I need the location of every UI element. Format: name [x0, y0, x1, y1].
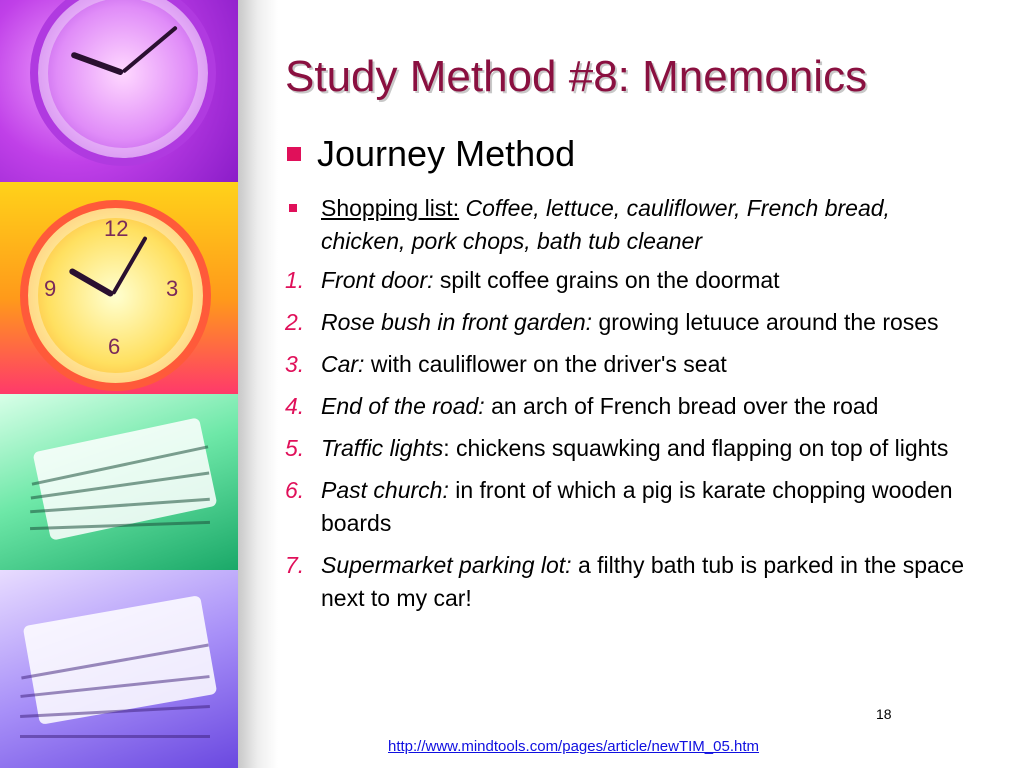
step-number: 4.	[285, 393, 305, 419]
square-bullet-icon	[289, 204, 297, 212]
step-number: 3.	[285, 351, 305, 377]
purple-clock-image	[0, 0, 240, 182]
step-place: Car:	[321, 351, 365, 377]
green-books-image	[0, 394, 240, 570]
step-number: 1.	[285, 267, 305, 293]
shopping-list-label: Shopping list:	[321, 195, 460, 221]
step-number: 5.	[285, 435, 305, 461]
step-text: : chickens squawking and flapping on top of lights	[443, 435, 949, 461]
photo-strip	[0, 0, 240, 768]
slide-title: Study Method #8: Mnemonics	[285, 52, 868, 101]
page-number: 18	[876, 706, 892, 722]
journey-method-bullet	[285, 133, 575, 175]
step-place: Rose bush in front garden:	[321, 309, 593, 335]
step-text: an arch of French bread over the road	[491, 393, 879, 419]
violet-books-image	[0, 570, 240, 768]
list-item	[285, 474, 975, 540]
square-bullet-icon	[287, 147, 301, 161]
step-place: Traffic lights	[321, 435, 444, 461]
step-place: Front door:	[321, 267, 434, 293]
list-item	[285, 306, 975, 339]
step-text: spilt coffee grains on the doormat	[439, 267, 780, 293]
list-item	[285, 432, 975, 465]
step-text: in front of which a pig is karate chopping wooden boards	[321, 477, 953, 536]
clock-icon: 12 3 6 9	[20, 200, 211, 391]
list-item	[285, 390, 975, 423]
list-item	[285, 264, 975, 297]
step-text: with cauliflower on the driver's seat	[370, 351, 727, 377]
orange-clock-image	[0, 182, 240, 394]
list-item	[285, 549, 975, 615]
strip-shadow	[238, 0, 278, 768]
step-number: 2.	[285, 309, 305, 335]
step-number: 7.	[285, 552, 305, 578]
shopping-list-items: Coffee, lettuce, cauliflower, French bread, chicken, pork chops, bath tub cleaner	[321, 195, 890, 254]
journey-method-heading: Journey Method	[317, 133, 576, 174]
step-text: a filthy bath tub is parked in the space next to my car!	[321, 552, 965, 611]
mindtools-link[interactable]: http://www.mindtools.com/pages/article/newTIM_05.htm	[388, 738, 759, 755]
step-place: End of the road:	[321, 393, 485, 419]
step-place: Supermarket parking lot:	[321, 552, 572, 578]
step-text: growing letuuce around the roses	[598, 309, 939, 335]
clock-icon	[30, 0, 216, 166]
step-place: Past church:	[321, 477, 449, 503]
journey-steps-list	[285, 264, 975, 624]
list-item	[285, 348, 975, 381]
step-number: 6.	[285, 477, 305, 503]
shopping-list-bullet	[285, 192, 965, 258]
